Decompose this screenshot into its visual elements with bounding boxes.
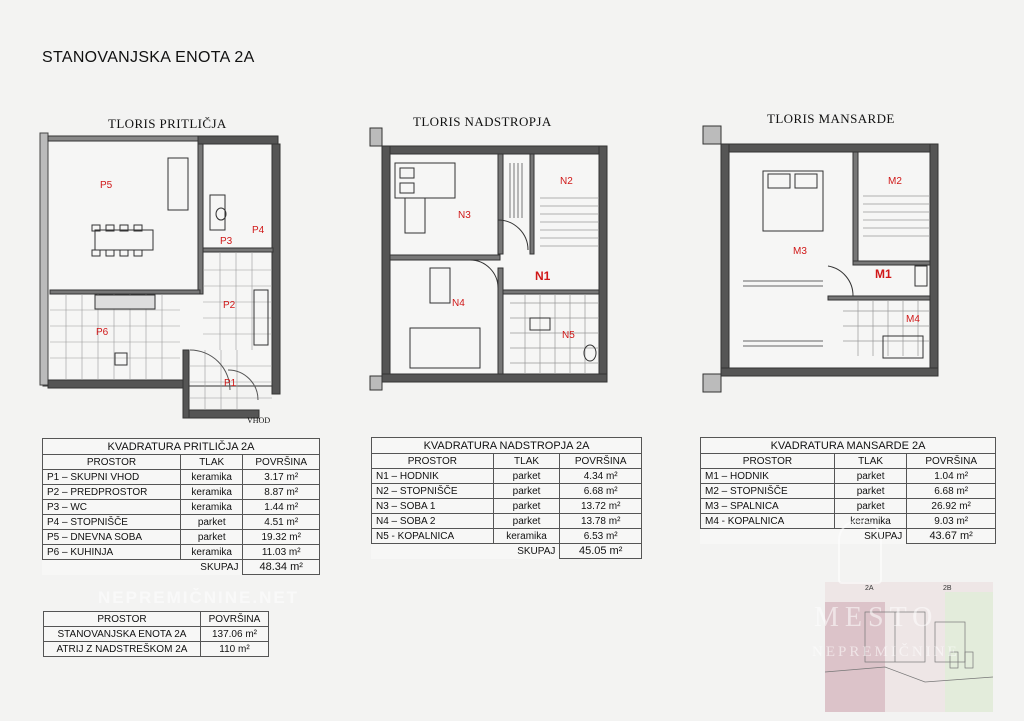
- ground-floor-area-table: [42, 438, 320, 575]
- upper-floor-plan: [370, 128, 615, 393]
- table-row: [43, 530, 320, 545]
- cell: N3 – SOBA 1: [372, 499, 494, 514]
- total-value: 48.34 m²: [243, 560, 320, 575]
- cell: M1 – HODNIK: [701, 469, 835, 484]
- table-row: [372, 484, 642, 499]
- col-header: PROSTOR: [372, 454, 494, 469]
- room-label-m4: M4: [906, 314, 920, 325]
- table-row: [372, 469, 642, 484]
- cell: M2 – STOPNIŠČE: [701, 484, 835, 499]
- table-row: [43, 470, 320, 485]
- cell: ATRIJ Z NADSTREŠKOM 2A: [44, 642, 201, 657]
- col-header: TLAK: [493, 454, 560, 469]
- total-label: SKUPAJ: [834, 529, 906, 544]
- room-label-m2: M2: [888, 176, 902, 187]
- cell: N2 – STOPNIŠČE: [372, 484, 494, 499]
- cell: N5 - KOPALNICA: [372, 529, 494, 544]
- cell: 11.03 m²: [243, 545, 320, 560]
- cell: 4.51 m²: [243, 515, 320, 530]
- cell: 13.72 m²: [560, 499, 642, 514]
- cell: 6.68 m²: [560, 484, 642, 499]
- cell: parket: [834, 469, 906, 484]
- cell: STANOVANJSKA ENOTA 2A: [44, 627, 201, 642]
- room-label-p5: P5: [100, 180, 113, 191]
- ground-floor-plan: [40, 130, 290, 425]
- watermark-logo-icon: [838, 520, 882, 584]
- cell: parket: [493, 469, 560, 484]
- cell: keramika: [180, 470, 243, 485]
- table-row: [43, 485, 320, 500]
- cell: 8.87 m²: [243, 485, 320, 500]
- cell: keramika: [180, 485, 243, 500]
- col-header: TLAK: [180, 455, 243, 470]
- cell: M4 - KOPALNICA: [701, 514, 835, 529]
- cell: 137.06 m²: [200, 627, 268, 642]
- cell: P3 – WC: [43, 500, 181, 515]
- table-caption: KVADRATURA NADSTROPJA 2A: [372, 438, 642, 454]
- site-label-2a: 2A: [865, 585, 874, 592]
- room-label-n5: N5: [562, 330, 575, 341]
- page-title: STANOVANJSKA ENOTA 2A: [42, 49, 255, 66]
- cell: 6.68 m²: [907, 484, 996, 499]
- cell: 19.32 m²: [243, 530, 320, 545]
- col-header: PROSTOR: [701, 454, 835, 469]
- col-header: TLAK: [834, 454, 906, 469]
- total-label: SKUPAJ: [180, 560, 243, 575]
- room-label-p6: P6: [96, 327, 109, 338]
- room-label-m1: M1: [875, 267, 892, 281]
- cell: parket: [493, 499, 560, 514]
- table-row: [372, 529, 642, 544]
- attic-plan-title: TLORIS MANSARDE: [767, 111, 895, 126]
- col-header: POVRŠINA: [560, 454, 642, 469]
- room-label-p4: P4: [252, 225, 265, 236]
- watermark-nepremicnine: NEPREMIČNINE.NET: [98, 588, 300, 607]
- table-row: [372, 514, 642, 529]
- entrance-label: VHOD: [247, 416, 271, 425]
- room-label-n3: N3: [458, 210, 471, 221]
- total-label: SKUPAJ: [493, 544, 560, 559]
- cell: P4 – STOPNIŠČE: [43, 515, 181, 530]
- ground-plan-title: TLORIS PRITLIČJA: [108, 116, 227, 131]
- total-value: 43.67 m²: [907, 529, 996, 544]
- cell: 3.17 m²: [243, 470, 320, 485]
- room-label-m3: M3: [793, 246, 807, 257]
- table-caption: KVADRATURA MANSARDE 2A: [701, 438, 996, 454]
- cell: 110 m²: [200, 642, 268, 657]
- cell: parket: [493, 514, 560, 529]
- table-row: [44, 642, 269, 657]
- cell: 26.92 m²: [907, 499, 996, 514]
- attic-plan: [703, 126, 943, 396]
- room-label-n4: N4: [452, 298, 465, 309]
- cell: keramika: [493, 529, 560, 544]
- table-row: [43, 515, 320, 530]
- table-row: [43, 500, 320, 515]
- col-header: POVRŠINA: [243, 455, 320, 470]
- cell: N4 – SOBA 2: [372, 514, 494, 529]
- cell: parket: [834, 499, 906, 514]
- table-row: [701, 469, 996, 484]
- room-label-n2: N2: [560, 176, 573, 187]
- table-row: [44, 627, 269, 642]
- upper-plan-title: TLORIS NADSTROPJA: [413, 114, 552, 129]
- cell: 1.44 m²: [243, 500, 320, 515]
- table-row: [701, 499, 996, 514]
- room-label-p1: P1: [224, 378, 237, 389]
- col-header: POVRŠINA: [200, 612, 268, 627]
- cell: 4.34 m²: [560, 469, 642, 484]
- col-header: PROSTOR: [44, 612, 201, 627]
- cell: parket: [180, 530, 243, 545]
- upper-floor-area-table: [371, 437, 642, 559]
- cell: 13.78 m²: [560, 514, 642, 529]
- room-label-p2: P2: [223, 300, 236, 311]
- cell: M3 – SPALNICA: [701, 499, 835, 514]
- cell: N1 – HODNIK: [372, 469, 494, 484]
- cell: P1 – SKUPNI VHOD: [43, 470, 181, 485]
- cell: keramika: [834, 514, 906, 529]
- watermark-logo-bottom: NEPREMIČNINE: [812, 644, 960, 660]
- room-label-n1: N1: [535, 269, 551, 283]
- cell: P6 – KUHINJA: [43, 545, 181, 560]
- table-row: [701, 484, 996, 499]
- cell: keramika: [180, 545, 243, 560]
- cell: P5 – DNEVNA SOBA: [43, 530, 181, 545]
- cell: keramika: [180, 500, 243, 515]
- cell: 1.04 m²: [907, 469, 996, 484]
- site-label-2b: 2B: [943, 585, 952, 592]
- cell: 9.03 m²: [907, 514, 996, 529]
- room-label-p3: P3: [220, 236, 233, 247]
- table-row: [43, 545, 320, 560]
- col-header: POVRŠINA: [907, 454, 996, 469]
- cell: parket: [834, 484, 906, 499]
- summary-area-table: [43, 611, 269, 657]
- table-caption: KVADRATURA PRITLIČJA 2A: [43, 439, 320, 455]
- cell: parket: [180, 515, 243, 530]
- table-row: [372, 499, 642, 514]
- total-value: 45.05 m²: [560, 544, 642, 559]
- watermark-logo-top: MESTO: [814, 602, 939, 633]
- col-header: PROSTOR: [43, 455, 181, 470]
- cell: parket: [493, 484, 560, 499]
- cell: P2 – PREDPROSTOR: [43, 485, 181, 500]
- cell: 6.53 m²: [560, 529, 642, 544]
